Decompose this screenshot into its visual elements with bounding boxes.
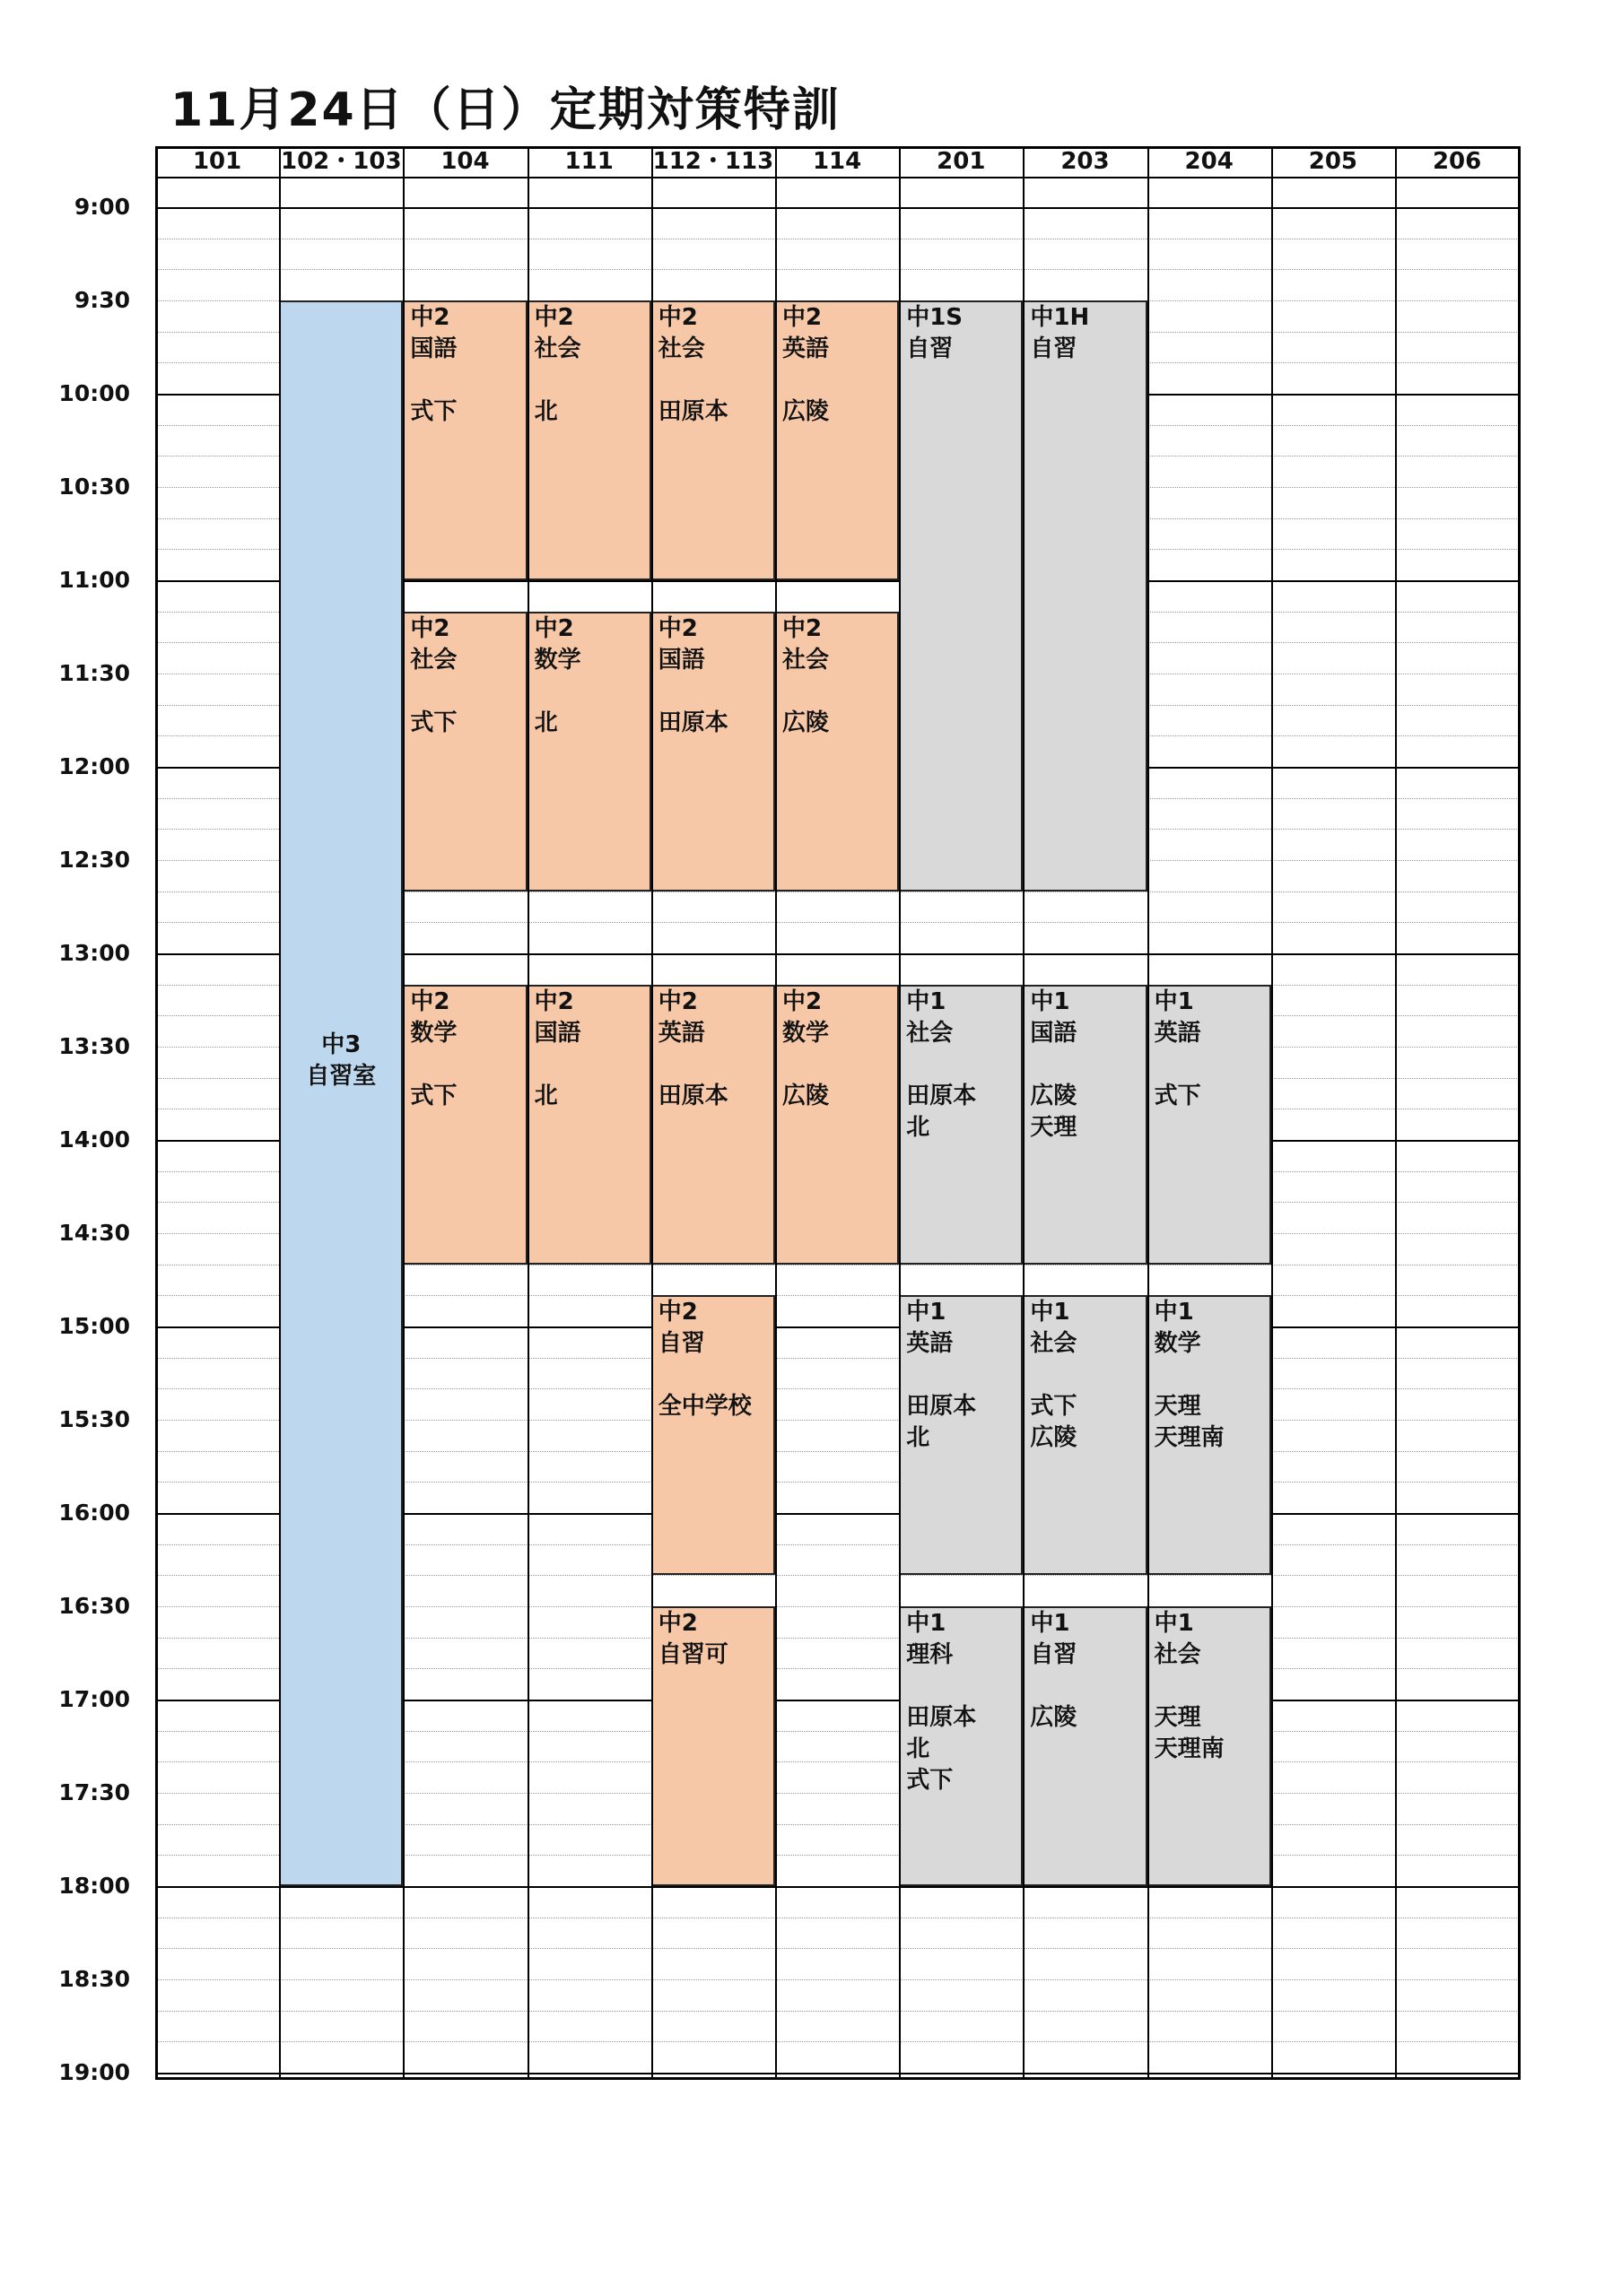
session-line: 北 [906,1113,930,1141]
time-label: 13:00 [58,940,130,966]
session-line: 全中学校 [658,1393,752,1421]
session-line: 中1H [1030,304,1090,331]
session-line: 中1 [906,987,946,1015]
time-label: 11:30 [58,660,130,686]
time-label: 11:00 [58,567,130,593]
session-line: 中2 [410,614,450,642]
session-line: 国語 [534,1019,581,1047]
session-line: 英語 [658,1019,705,1047]
session-line: 北 [534,398,558,425]
session-line: 英語 [782,335,830,362]
session-line: 式下 [1154,1082,1201,1109]
session-line: 中1 [1154,987,1194,1015]
session-line: 広陵 [1030,1082,1077,1109]
time-label: 14:00 [58,1126,130,1152]
session-line: 理科 [906,1641,954,1668]
session-line: 広陵 [1030,1704,1077,1731]
time-label: 14:30 [58,1220,130,1246]
session-line: 国語 [410,335,458,362]
session-line: 中2 [410,987,450,1015]
room-header: 204 [1184,148,1234,175]
time-label: 16:30 [58,1593,130,1619]
session-line: 英語 [906,1330,954,1358]
time-label: 19:00 [58,2059,130,2085]
time-label: 16:00 [58,1500,130,1526]
session-line: 数学 [410,1019,458,1047]
session-line: 式下 [410,1082,458,1109]
session-line: 天理南 [1154,1424,1225,1452]
session-line: 中2 [658,1299,698,1326]
session-line: 北 [906,1424,930,1452]
session-line: 自習可 [658,1641,728,1668]
session-line: 中2 [658,1610,698,1637]
session-line: 数学 [782,1019,830,1047]
session-line: 中2 [410,304,450,331]
room-header: 104 [440,148,490,175]
session-line: 中1 [1154,1299,1194,1326]
session-line: 自習 [1030,335,1077,362]
time-label: 13:30 [58,1033,130,1059]
session-line: 中2 [658,987,698,1015]
session-line: 中1 [906,1610,946,1637]
session-line: 式下 [410,709,458,736]
session-line: 田原本 [658,398,728,425]
session-line: 社会 [782,646,830,674]
timetable-grid [58,146,1519,2085]
session-line: 自習 [906,335,954,362]
session-line: 社会 [1154,1641,1201,1668]
session-line: 中2 [658,614,698,642]
time-label: 15:30 [58,1406,130,1432]
room-header: 101 [192,148,242,175]
room-header: 203 [1060,148,1110,175]
room-header: 112・113 [652,148,774,175]
time-label: 10:00 [58,380,130,406]
session-line: 式下 [410,398,458,425]
session-line: 中1 [1030,987,1070,1015]
session-line: 中2 [782,614,823,642]
session-line: 中2 [782,987,823,1015]
time-label: 12:30 [58,847,130,873]
time-label: 15:00 [58,1313,130,1339]
room-header: 205 [1308,148,1358,175]
room-header: 201 [937,148,986,175]
time-label: 10:30 [58,474,130,500]
time-label: 17:30 [58,1779,130,1805]
session-line: 社会 [1030,1330,1077,1358]
room-header: 111 [564,148,614,175]
room-header: 102・103 [281,148,402,175]
session-line: 自習 [1030,1641,1077,1668]
time-label: 18:30 [58,1966,130,1992]
session-line: 式下 [906,1767,954,1794]
session-line: 英語 [1154,1019,1201,1047]
session-line: 中2 [534,987,574,1015]
session-line: 中2 [534,614,574,642]
session-line: 天理 [1154,1704,1201,1731]
session-line: 北 [534,709,558,736]
session-line: 中2 [658,304,698,331]
session-line: 田原本 [658,709,728,736]
session-line: 社会 [534,335,581,362]
session-line: 田原本 [906,1393,977,1421]
room-header: 114 [812,148,862,175]
session-line: 田原本 [906,1082,977,1109]
session-line: 数学 [534,646,581,674]
time-label: 12:00 [58,753,130,779]
session-line: 北 [906,1735,930,1762]
session-line: 北 [534,1082,558,1109]
session-line: 中1S [906,304,964,331]
session-line: 天理南 [1154,1735,1225,1762]
session-line: 広陵 [782,709,830,736]
time-label: 9:00 [74,194,130,220]
session-line: 社会 [658,335,705,362]
session-line: 広陵 [782,1082,830,1109]
session-line: 式下 [1030,1393,1077,1421]
session-line: 自習室 [306,1063,377,1090]
time-label: 17:00 [58,1686,130,1712]
time-label: 9:30 [74,287,130,313]
room-header: 206 [1432,148,1482,175]
session-line: 広陵 [782,398,830,425]
session-line: 中1 [1030,1610,1070,1637]
session-line: 中1 [1154,1610,1194,1637]
session-line: 広陵 [1030,1424,1077,1452]
session-line: 中1 [1030,1299,1070,1326]
session-line: 田原本 [658,1082,728,1109]
session-line: 中2 [534,304,574,331]
session-line: 数学 [1154,1330,1201,1358]
session-line: 社会 [906,1019,954,1047]
session-line: 中1 [906,1299,946,1326]
time-label: 18:00 [58,1873,130,1899]
session-line: 国語 [658,646,705,674]
session-line: 天理 [1030,1113,1077,1141]
timetable-frame [155,146,1521,2080]
session-line: 田原本 [906,1704,977,1731]
session-line: 社会 [410,646,458,674]
session-line: 天理 [1154,1393,1201,1421]
page-title: 11月24日（日）定期対策特訓 [170,83,841,137]
session-line: 中2 [782,304,823,331]
session-line: 中3 [321,1031,362,1058]
session-line: 国語 [1030,1019,1077,1047]
session-line: 自習 [658,1330,705,1358]
